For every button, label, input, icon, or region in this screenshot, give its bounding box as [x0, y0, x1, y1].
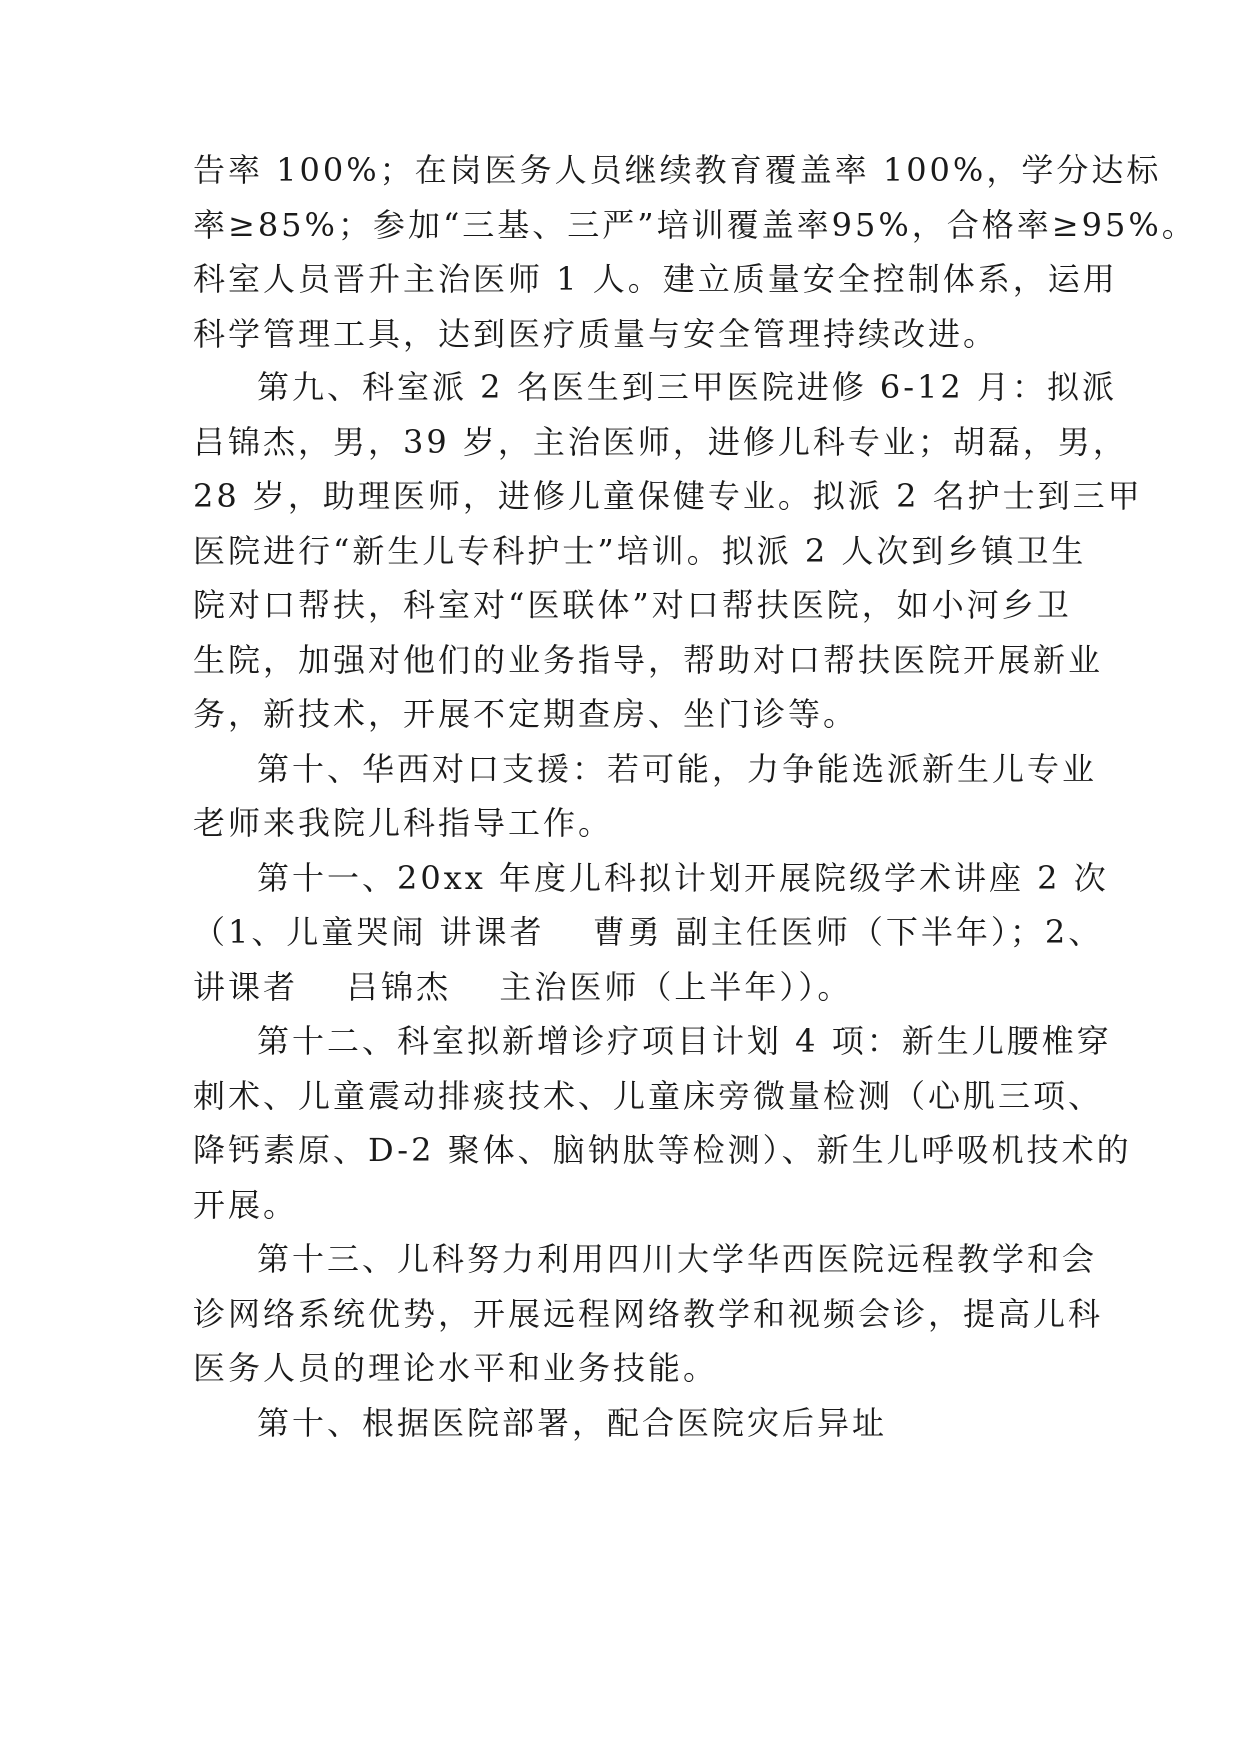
text-line: 医务人员的理论水平和业务技能。 — [193, 1349, 719, 1387]
paragraph-first-line: 第十二、科室拟新增诊疗项目计划 4 项：新生儿腰椎穿 — [257, 1022, 1112, 1060]
paragraph-first-line: 第十、根据医院部署，配合医院灾后异址 — [257, 1404, 888, 1442]
paragraph-first-line: 第九、科室派 2 名医生到三甲医院进修 6-12 月：拟派 — [257, 368, 1117, 406]
text-line: 率≥85%；参加“三基、三严”培训覆盖率95%，合格率≥95%。 — [193, 206, 1197, 244]
text-line: 科室人员晋升主治医师 1 人。建立质量安全控制体系，运用 — [193, 260, 1118, 298]
text-line: 吕锦杰，男，39 岁，主治医师，进修儿科专业；胡磊，男， — [193, 423, 1128, 461]
paragraph-first-line: 第十三、儿科努力利用四川大学华西医院远程教学和会 — [257, 1240, 1098, 1278]
text-line: 开展。 — [193, 1186, 299, 1224]
text-line: 老师来我院儿科指导工作。 — [193, 804, 614, 842]
text-line: 诊网络系统优势，开展远程网络教学和视频会诊，提高儿科 — [193, 1295, 1104, 1333]
text-line: 刺术、儿童震动排痰技术、儿童床旁微量检测（心肌三项、 — [193, 1077, 1104, 1115]
text-line: 院对口帮扶，科室对“医联体”对口帮扶医院，如小河乡卫 — [193, 586, 1072, 624]
paragraph-first-line: 第十、华西对口支援：若可能，力争能选派新生儿专业 — [257, 750, 1098, 788]
text-line: （1、儿童哭闹 讲课者 曹勇 副主任医师（下半年）；2、 — [193, 913, 1104, 951]
paragraph-first-line: 第十一、20xx 年度儿科拟计划开展院级学术讲座 2 次 — [257, 859, 1109, 897]
text-line: 务，新技术，开展不定期查房、坐门诊等。 — [193, 695, 859, 733]
text-line: 讲课者 吕锦杰 主治医师（上半年））。 — [193, 968, 853, 1006]
text-line: 科学管理工具，达到医疗质量与安全管理持续改进。 — [193, 315, 999, 353]
text-line: 生院，加强对他们的业务指导，帮助对口帮扶医院开展新业 — [193, 641, 1104, 679]
text-line: 28 岁，助理医师，进修儿童保健专业。拟派 2 名护士到三甲 — [193, 477, 1143, 515]
text-line: 降钙素原、D-2 聚体、脑钠肽等检测）、新生儿呼吸机技术的 — [193, 1131, 1132, 1169]
text-line: 医院进行“新生儿专科护士”培训。拟派 2 人次到乡镇卫生 — [193, 532, 1087, 570]
text-line: 告率 100%；在岗医务人员继续教育覆盖率 100%，学分达标 — [193, 151, 1162, 189]
